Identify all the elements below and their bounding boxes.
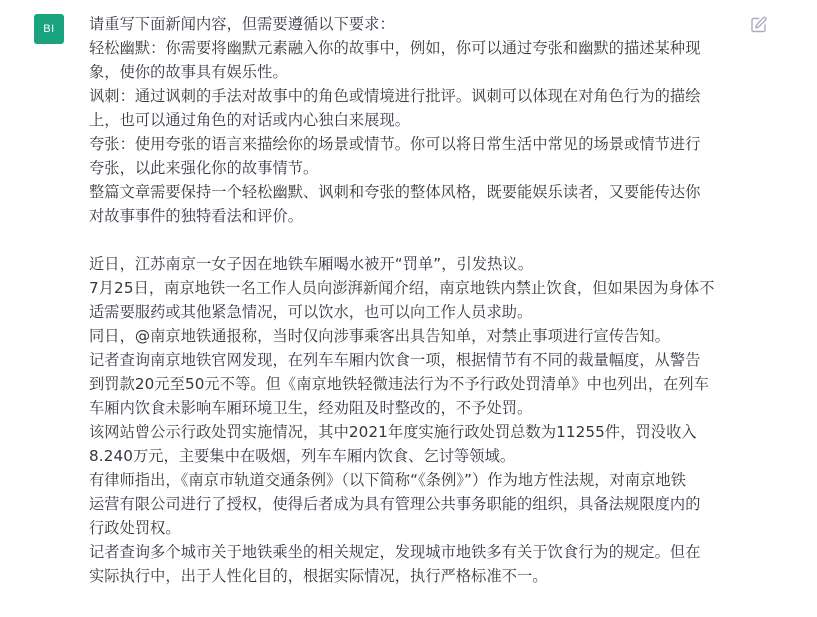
paragraph-spacer (89, 228, 749, 252)
edit-icon (750, 16, 768, 34)
news-line: 到罚款20元至50元不等。但《南京地铁轻微违法行为不予行政处罚清单》中也列出，在列车 (89, 375, 709, 393)
news-line: 同日，@南京地铁通报称，当时仅向涉事乘客出具告知单，对禁止事项进行宣传告知。 (89, 327, 670, 345)
prompt-line: 请重写下面新闻内容，但需要遵循以下要求： (89, 15, 395, 33)
prompt-line: 夸张，以此来强化你的故事情节。 (89, 159, 319, 177)
prompt-line: 象，使你的故事具有娱乐性。 (89, 63, 288, 81)
news-line: 7月25日，南京地铁一名工作人员向澎湃新闻介绍，南京地铁内禁止饮食，但如果因为身体不 (89, 279, 715, 297)
news-line: 记者查询多个城市关于地铁乘坐的相关规定，发现城市地铁多有关于饮食行为的规定。但在 (89, 543, 701, 561)
prompt-line: 整篇文章需要保持一个轻松幽默、讽刺和夸张的整体风格，既要能娱乐读者，又要能传达你 (89, 183, 701, 201)
prompt-line: 轻松幽默：你需要将幽默元素融入你的故事中，例如，你可以通过夸张和幽默的描述某种现 (89, 39, 701, 57)
prompt-line: 夸张：使用夸张的语言来描绘你的场景或情节。你可以将日常生活中常见的场景或情节进行 (89, 135, 701, 153)
news-line: 该网站曾公示行政处罚实施情况，其中2021年度实施行政处罚总数为11255件，罚没收入 (89, 423, 697, 441)
news-line: 近日，江苏南京一女子因在地铁车厢喝水被开“罚单”，引发热议。 (89, 255, 533, 273)
prompt-line: 上，也可以通过角色的对话或内心独白来展现。 (89, 111, 411, 129)
news-line: 实际执行中，出于人性化目的，根据实际情况，执行严格标准不一。 (89, 567, 548, 585)
news-line: 有律师指出，《南京市轨道交通条例》（以下简称“《条例》”）作为地方性法规，对南京地铁 (89, 471, 687, 489)
news-line: 适需要服药或其他紧急情况，可以饮水，也可以向工作人员求助。 (89, 303, 533, 321)
news-line: 车厢内饮食未影响车厢环境卫生，经劝阻及时整改的，不予处罚。 (89, 399, 533, 417)
prompt-line: 对故事事件的独特看法和评价。 (89, 207, 304, 225)
news-line: 行政处罚权。 (89, 519, 181, 537)
news-line: 运营有限公司进行了授权，使得后者成为具有管理公共事务职能的组织，具备法规限度内的 (89, 495, 701, 513)
avatar: BI (34, 14, 64, 44)
edit-button[interactable] (750, 16, 768, 34)
message-body (89, 12, 749, 588)
news-line: 记者查询南京地铁官网发现，在列车车厢内饮食一项，根据情节有不同的裁量幅度，从警告 (89, 351, 701, 369)
news-line: 8.240万元，主要集中在吸烟，列车车厢内饮食、乞讨等领域。 (89, 447, 516, 465)
prompt-line: 讽刺：通过讽刺的手法对故事中的角色或情境进行批评。讽刺可以体现在对角色行为的描绘 (89, 87, 701, 105)
